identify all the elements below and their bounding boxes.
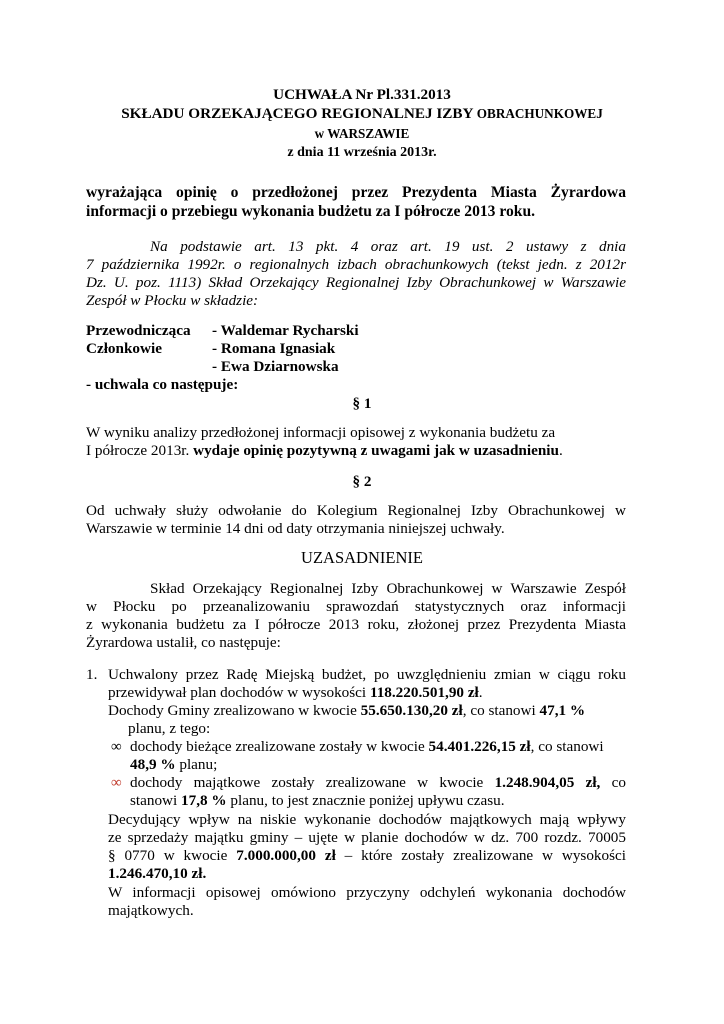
item-1-line-3-part1: Dochody Gminy zrealizowano w kwocie bbox=[108, 702, 361, 719]
justification-line-1: Skład Orzekający Regionalnej Izby Obrachunkowej w Warszawie Zespół bbox=[150, 580, 626, 597]
basis-line-2: 7 października 1992r. o regionalnych izbach obrachunkowych (tekst jedn. z 2012r bbox=[86, 256, 626, 273]
section-2-line-1: Od uchwały służy odwołanie do Kolegium Regionalnej Izby Obrachunkowej w bbox=[86, 502, 626, 519]
bullet-2-line-2 bbox=[130, 792, 505, 810]
capital-income-amount: 1.248.904,05 zł, bbox=[494, 774, 601, 791]
section-1-line-2-part1: I półrocze 2013r. bbox=[86, 442, 194, 459]
item-1-line-1: Uchwalony przez Radę Miejską budżet, po uwzględnieniu zmian w ciągu roku bbox=[108, 666, 626, 683]
property-sale-plan-amount: 7.000.000,00 zł bbox=[236, 847, 336, 864]
realized-income-percent: 47,1 % bbox=[539, 702, 586, 719]
influence-line-3-part2: – które zostały zrealizowane w wysokości bbox=[335, 847, 626, 864]
item-1-line-2 bbox=[108, 684, 483, 702]
bullet-2-text-end: co bbox=[600, 774, 626, 791]
resolves-line: - uchwala co następuje: bbox=[86, 376, 239, 393]
section-1-opinion: wydaje opinię pozytywną z uwagami jak w uzasadnieniu bbox=[193, 442, 559, 459]
bullet-2-icon: ∞ bbox=[111, 775, 122, 791]
section-2-title: § 2 bbox=[352, 473, 372, 490]
realized-income-amount: 55.650.130,20 zł bbox=[360, 702, 463, 719]
bullet-2-plan: planu, to jest znacznie poniżej upływu czasu. bbox=[226, 792, 505, 809]
members-role: Członkowie bbox=[86, 340, 162, 357]
member-2-name: - Ewa Dziarnowska bbox=[212, 358, 339, 375]
justification-line-4: Żyrardowa ustalił, co następuje: bbox=[86, 634, 281, 651]
property-sale-realized-amount: 1.246.470,10 zł. bbox=[108, 865, 207, 882]
body-name bbox=[0, 105, 724, 123]
item-1-line-2-part1: przewidywał plan dochodów w wysokości bbox=[108, 684, 370, 701]
section-2-line-2: Warszawie w terminie 14 dni od daty otrzymania niniejszej uchwały. bbox=[86, 520, 505, 537]
section-1-line-2 bbox=[86, 442, 563, 460]
influence-line-3 bbox=[108, 847, 626, 865]
chair-name: - Waldemar Rycharski bbox=[212, 322, 359, 339]
basis-line-1: Na podstawie art. 13 pkt. 4 oraz art. 19 ust. 2 ustawy z dnia bbox=[150, 238, 626, 255]
capital-income-percent: 17,8 % bbox=[181, 792, 227, 809]
basis-line-4: Zespół w Płocku w składzie: bbox=[86, 292, 259, 309]
resolution-number: UCHWAŁA Nr Pl.331.2013 bbox=[273, 86, 451, 103]
member-1-name: - Romana Ignasiak bbox=[212, 340, 336, 357]
bullet-2-text: dochody majątkowe zostały zrealizowane w kwocie bbox=[130, 774, 495, 791]
section-1-line-2-end: . bbox=[558, 442, 563, 459]
body-name-part2: OBRACHUNKOWEJ bbox=[476, 106, 603, 121]
subject-line-1: wyrażająca opinię o przedłożonej przez Prezydenta Miasta Żyrardowa bbox=[86, 184, 626, 201]
justification-line-2: w Płocku po przeanalizowaniu sprawozdań statystycznych oraz informacji bbox=[86, 598, 626, 615]
bullet-2-stanowi: stanowi bbox=[130, 792, 182, 809]
current-income-percent: 48,9 % bbox=[130, 756, 176, 773]
bullet-1-plan: planu; bbox=[175, 756, 218, 773]
body-name-part1: SKŁADU ORZEKAJĄCEGO REGIONALNEJ IZBY bbox=[121, 105, 477, 122]
body-location-part1: w bbox=[314, 126, 328, 141]
item-1-line-3 bbox=[108, 702, 585, 720]
closing-line-2: majątkowych. bbox=[108, 902, 194, 919]
bullet-1-text-end: , co stanowi bbox=[530, 738, 604, 755]
planned-income-amount: 118.220.501,90 zł bbox=[369, 684, 479, 701]
current-income-amount: 54.401.226,15 zł bbox=[428, 738, 531, 755]
item-1-number: 1. bbox=[86, 666, 98, 683]
body-location bbox=[0, 125, 724, 143]
bullet-2-line-1 bbox=[130, 774, 626, 792]
basis-line-3: Dz. U. poz. 1113) Skład Orzekający Regionalnej Izby Obrachunkowej w Warszawie bbox=[86, 274, 626, 291]
section-1-line-1: W wyniku analizy przedłożonej informacji opisowej z wykonania budżetu za bbox=[86, 424, 556, 441]
resolution-date: z dnia 11 września 2013r. bbox=[287, 145, 437, 160]
justification-title: UZASADNIENIE bbox=[301, 548, 423, 567]
influence-line-3-part1: § 0770 w kwocie bbox=[108, 847, 237, 864]
influence-line-2: ze sprzedaży majątku gminy – ujęte w planie dochodów w dz. 700 rozdz. 70005 bbox=[108, 829, 626, 846]
chair-role: Przewodnicząca bbox=[86, 322, 191, 339]
subject-line-2: informacji o przebiegu wykonania budżetu za I półrocze 2013 roku. bbox=[86, 203, 536, 220]
body-location-part2: WARSZAWIE bbox=[327, 126, 410, 141]
bullet-1-line-2 bbox=[130, 756, 217, 774]
section-1-title: § 1 bbox=[352, 395, 372, 412]
justification-line-3: z wykonania budżetu za I półrocze 2013 roku, złożonej przez Prezydenta Miasta bbox=[86, 616, 626, 633]
bullet-1-icon: ∞ bbox=[111, 739, 122, 755]
item-1-line-2-end: . bbox=[478, 684, 483, 701]
item-1-line-3-part2: , co stanowi bbox=[462, 702, 540, 719]
item-1-line-4: planu, z tego: bbox=[128, 720, 211, 737]
bullet-1-text: dochody bieżące zrealizowane zostały w kwocie bbox=[130, 738, 429, 755]
influence-line-1: Decydujący wpływ na niskie wykonanie dochodów majątkowych mają wpływy bbox=[108, 811, 626, 828]
bullet-1-line-1 bbox=[130, 738, 604, 756]
closing-line-1: W informacji opisowej omówiono przyczyny odchyleń wykonania dochodów bbox=[108, 884, 626, 901]
